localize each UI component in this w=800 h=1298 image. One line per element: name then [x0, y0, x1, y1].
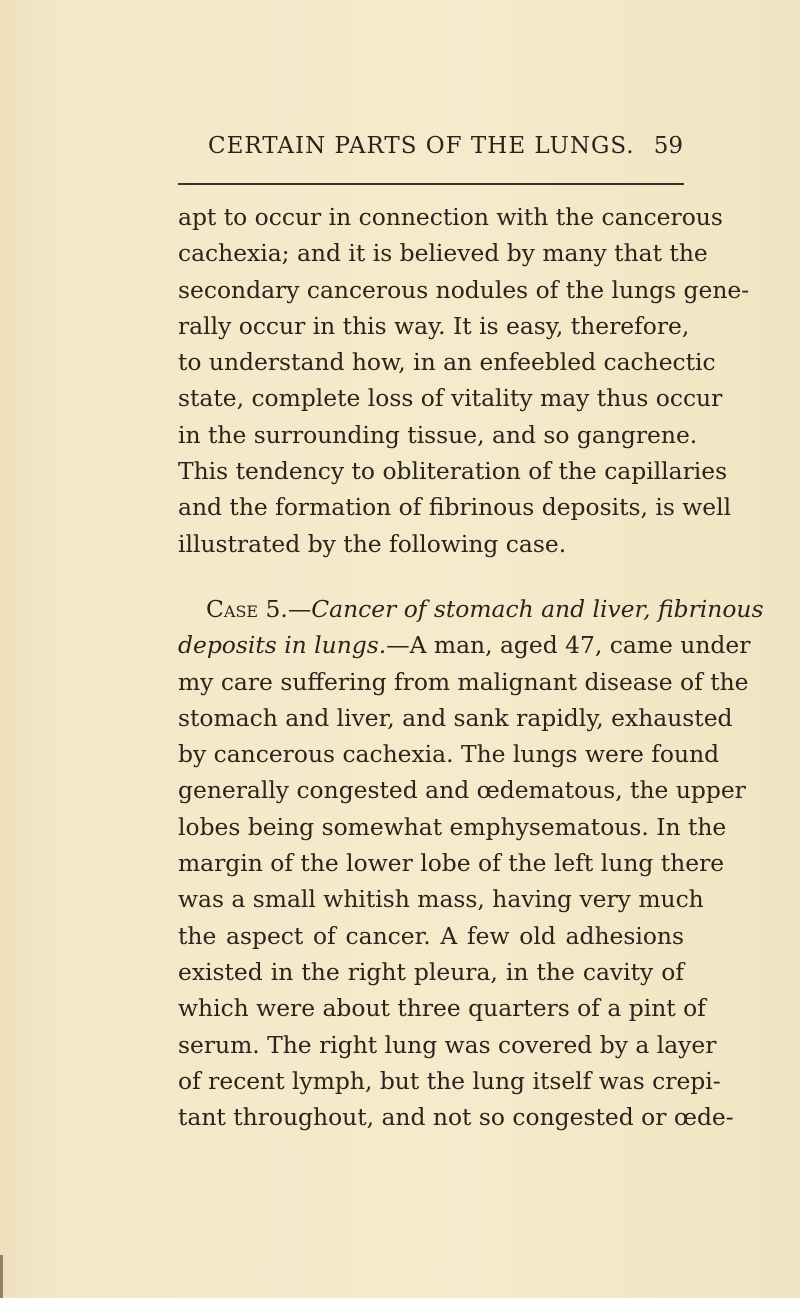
text-line: secondary cancerous nodules of the lungs gene- [178, 275, 750, 304]
text-line: rally occur in this way. It is easy, therefore, [178, 311, 690, 340]
case-heading-line-2 [178, 627, 751, 663]
paragraph-gap [178, 562, 684, 591]
case-heading-line [178, 591, 764, 627]
case-title-part1: Cancer of stomach and liver, fibrinous [311, 594, 764, 623]
text-line: tant throughout, and not so congested or œde- [178, 1103, 734, 1132]
text-line: the aspect of cancer. A few old adhesions [178, 921, 684, 950]
body-text [178, 199, 764, 1135]
text-line: lobes being somewhat emphysematous. In the [178, 812, 727, 841]
case-dash: — [287, 594, 312, 623]
text-line: of recent lymph, but the lung itself was crepi- [178, 1066, 721, 1095]
text-line: illustrated by the following case. [178, 529, 567, 558]
page-edge-shadow [0, 1255, 3, 1298]
text-line: my care suffering from malignant disease of the [178, 667, 749, 696]
text-line: existed in the right pleura, in the cavity of [178, 957, 684, 986]
text-line: state, complete loss of vitality may thus occur [178, 384, 723, 413]
text-line: serum. The right lung was covered by a layer [178, 1030, 717, 1059]
page-number: 59 [653, 133, 683, 159]
text-line: stomach and liver, and sank rapidly, exhausted [178, 703, 733, 732]
text-line: was a small whitish mass, having very much [178, 885, 704, 914]
header-rule [178, 183, 684, 185]
case-title-part2: deposits in lungs. [178, 631, 387, 660]
case-lead-in: —A man, aged 47, came under [386, 631, 751, 660]
text-line: by cancerous cachexia. The lungs were found [178, 740, 720, 769]
text-line: This tendency to obliteration of the capillaries [178, 457, 728, 486]
text-line: in the surrounding tissue, and so gangrene. [178, 420, 698, 449]
text-line: apt to occur in connection with the cancerous [178, 203, 723, 231]
text-line: which were about three quarters of a pint of [178, 994, 706, 1023]
case-label: Case 5. [206, 594, 288, 623]
page-header [178, 133, 683, 163]
text-line: and the formation of fibrinous deposits, is well [178, 493, 732, 522]
text-line: cachexia; and it is believed by many that the [178, 239, 708, 268]
running-title: CERTAIN PARTS OF THE LUNGS. [208, 133, 635, 159]
text-line: to understand how, in an enfeebled cachectic [178, 348, 716, 377]
text-line: generally congested and œdematous, the upper [178, 776, 746, 805]
text-line: margin of the lower lobe of the left lung there [178, 849, 725, 878]
